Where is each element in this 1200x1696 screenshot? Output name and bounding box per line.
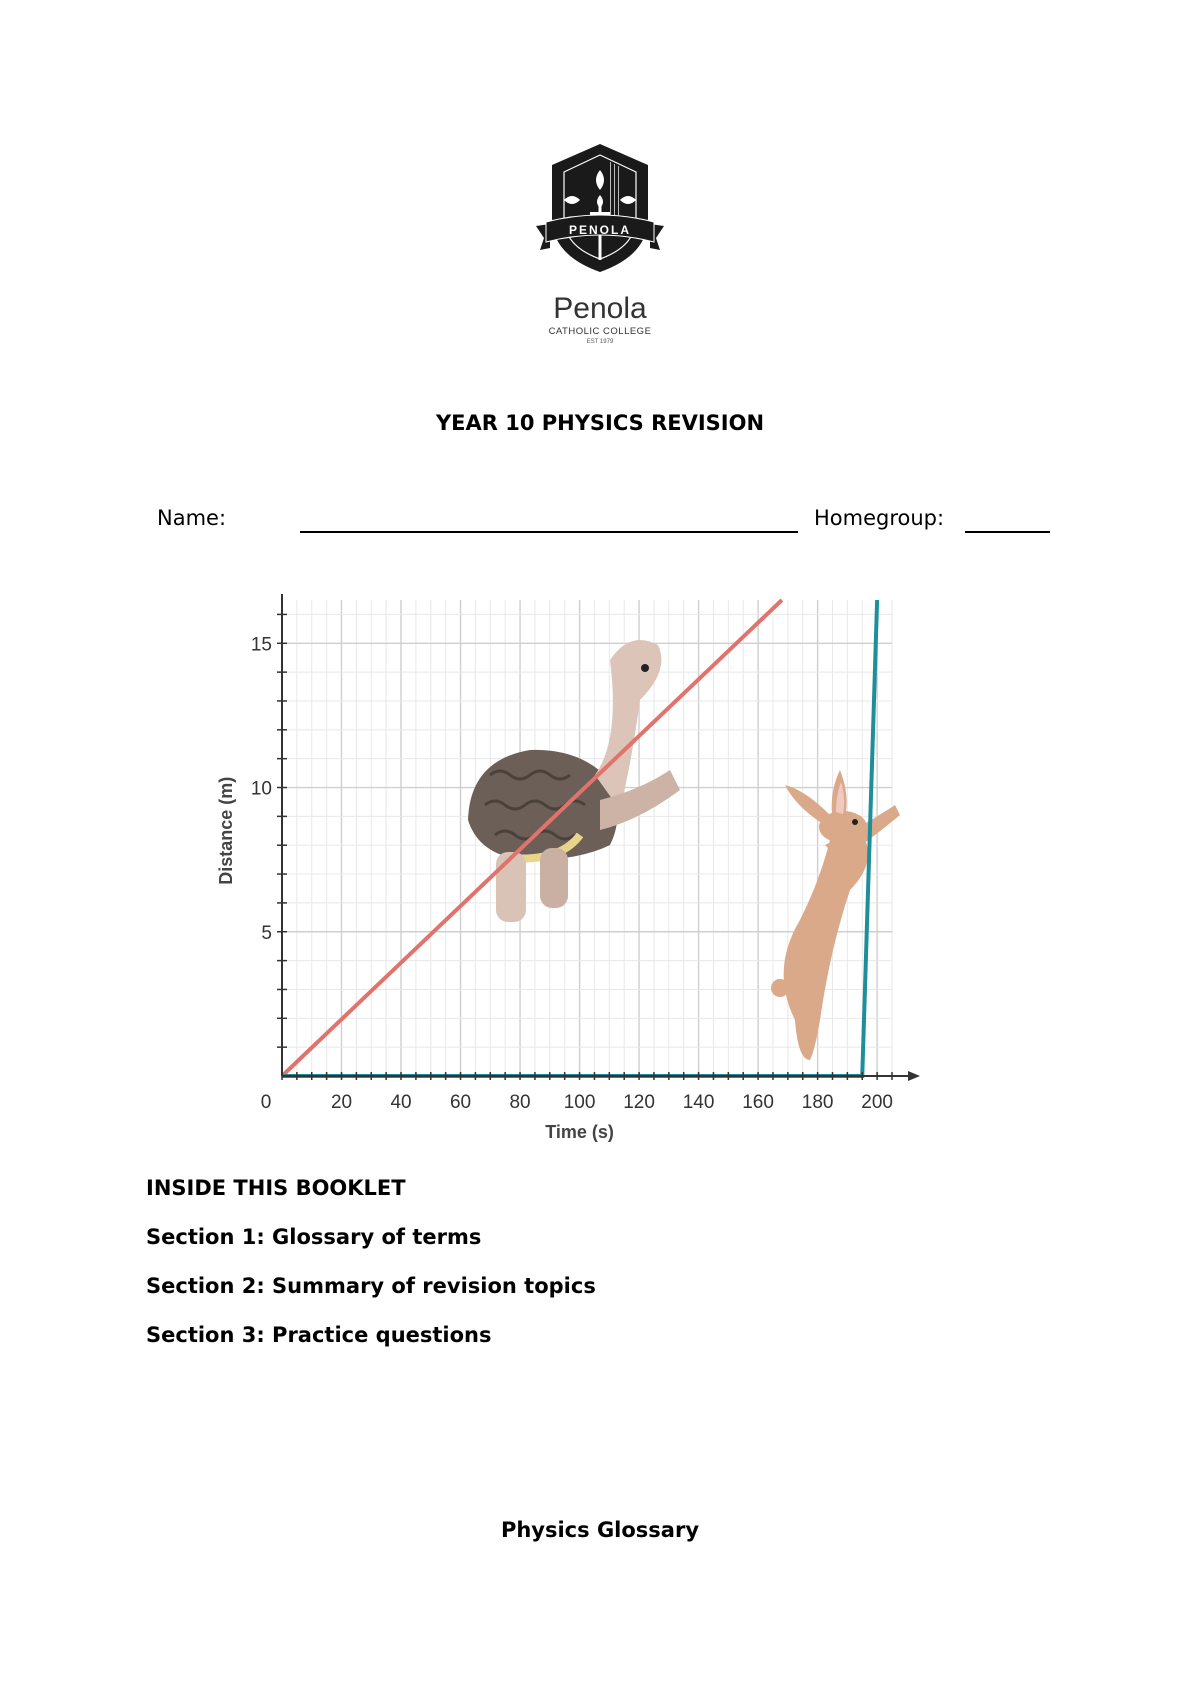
x-tick-label: 120 xyxy=(623,1092,655,1113)
x-tick-label: 60 xyxy=(449,1092,472,1113)
x-tick-label: 160 xyxy=(742,1092,774,1113)
x-axis-label: Time (s) xyxy=(545,1122,614,1142)
series-line-tortoise xyxy=(282,600,782,1076)
x-axis-arrow xyxy=(908,1071,920,1081)
logo-name: Penola xyxy=(553,292,647,325)
homegroup-label: Homegroup: xyxy=(814,506,945,530)
y-tick-label: 15 xyxy=(250,634,272,656)
name-field[interactable] xyxy=(300,531,798,533)
x-tick-label: 180 xyxy=(801,1092,834,1113)
x-tick-label: 200 xyxy=(861,1092,893,1113)
x-tick-label: 140 xyxy=(682,1092,715,1113)
x-tick-label: 20 xyxy=(330,1092,353,1113)
y-tick-label: 5 xyxy=(261,922,272,944)
y-tick-label: 10 xyxy=(250,778,272,800)
contents-item-section-2: Section 2: Summary of revision topics xyxy=(146,1274,596,1298)
x-tick-label: 0 xyxy=(260,1092,272,1113)
hare-illustration xyxy=(771,770,900,1060)
tortoise-illustration xyxy=(468,640,680,922)
logo-subtitle: CATHOLIC COLLEGE xyxy=(548,326,652,337)
x-tick-label: 40 xyxy=(390,1092,412,1113)
contents-heading: INSIDE THIS BOOKLET xyxy=(146,1176,406,1200)
x-tick-label: 80 xyxy=(509,1092,531,1113)
name-label: Name: xyxy=(157,506,227,530)
footer-title: Physics Glossary xyxy=(500,1518,700,1542)
page-title: YEAR 10 PHYSICS REVISION xyxy=(435,411,765,435)
logo-banner-text: PENOLA xyxy=(568,223,632,237)
x-tick-label: 100 xyxy=(563,1092,596,1113)
logo-established: EST 1979 xyxy=(586,339,614,345)
distance-time-chart xyxy=(200,590,990,1150)
homegroup-field[interactable] xyxy=(965,531,1050,533)
contents-item-section-3: Section 3: Practice questions xyxy=(146,1323,492,1347)
contents-item-section-1: Section 1: Glossary of terms xyxy=(146,1225,482,1249)
y-axis-label: Distance (m) xyxy=(216,776,236,885)
